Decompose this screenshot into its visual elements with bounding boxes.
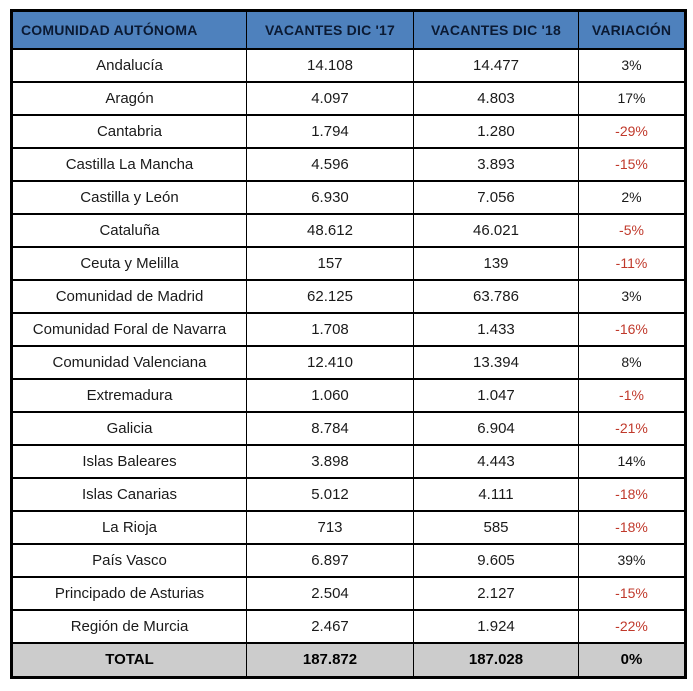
total-vacantes-dic17-cell: 187.872 xyxy=(247,643,414,678)
table-row xyxy=(12,412,686,445)
variacion-cell: -16% xyxy=(579,313,686,346)
table-row xyxy=(12,577,686,610)
vacantes-dic17-cell: 1.794 xyxy=(247,115,414,148)
vacantes-dic17-cell: 62.125 xyxy=(247,280,414,313)
column-header-vacantes-dic17: VACANTES DIC '17 xyxy=(247,11,414,49)
table-row xyxy=(12,445,686,478)
header-row xyxy=(12,11,686,49)
vacantes-dic18-cell: 63.786 xyxy=(414,280,579,313)
table-row xyxy=(12,346,686,379)
variacion-cell: -22% xyxy=(579,610,686,643)
table-row xyxy=(12,82,686,115)
variacion-cell: 14% xyxy=(579,445,686,478)
table-body xyxy=(12,49,686,643)
vacantes-dic18-cell: 6.904 xyxy=(414,412,579,445)
variacion-cell: -11% xyxy=(579,247,686,280)
vacantes-dic17-cell: 8.784 xyxy=(247,412,414,445)
variacion-cell: 2% xyxy=(579,181,686,214)
column-header-variacion: VARIACIÓN xyxy=(579,11,686,49)
region-cell: Castilla La Mancha xyxy=(12,148,247,181)
region-cell: Principado de Asturias xyxy=(12,577,247,610)
table-row xyxy=(12,247,686,280)
vacantes-dic17-cell: 48.612 xyxy=(247,214,414,247)
vacantes-dic18-cell: 4.443 xyxy=(414,445,579,478)
vacantes-dic18-cell: 4.803 xyxy=(414,82,579,115)
region-cell: Comunidad Foral de Navarra xyxy=(12,313,247,346)
table-row xyxy=(12,511,686,544)
vacantes-dic17-cell: 1.060 xyxy=(247,379,414,412)
region-cell: Islas Canarias xyxy=(12,478,247,511)
variacion-cell: -15% xyxy=(579,577,686,610)
table-footer xyxy=(12,643,686,678)
vacantes-dic18-cell: 2.127 xyxy=(414,577,579,610)
table-row xyxy=(12,280,686,313)
column-header-region: COMUNIDAD AUTÓNOMA xyxy=(12,11,247,49)
region-cell: Cataluña xyxy=(12,214,247,247)
vacantes-dic17-cell: 4.097 xyxy=(247,82,414,115)
vacantes-dic18-cell: 1.433 xyxy=(414,313,579,346)
vacantes-dic18-cell: 4.111 xyxy=(414,478,579,511)
table-row xyxy=(12,115,686,148)
region-cell: Extremadura xyxy=(12,379,247,412)
vacantes-dic17-cell: 14.108 xyxy=(247,49,414,82)
variacion-cell: -29% xyxy=(579,115,686,148)
variacion-cell: 8% xyxy=(579,346,686,379)
vacantes-dic17-cell: 4.596 xyxy=(247,148,414,181)
variacion-cell: -18% xyxy=(579,511,686,544)
vacantes-dic18-cell: 13.394 xyxy=(414,346,579,379)
region-cell: La Rioja xyxy=(12,511,247,544)
total-vacantes-dic18-cell: 187.028 xyxy=(414,643,579,678)
region-cell: Región de Murcia xyxy=(12,610,247,643)
vacantes-dic17-cell: 713 xyxy=(247,511,414,544)
variacion-cell: -15% xyxy=(579,148,686,181)
table-row xyxy=(12,379,686,412)
column-header-vacantes-dic18: VACANTES DIC '18 xyxy=(414,11,579,49)
region-cell: Galicia xyxy=(12,412,247,445)
variacion-cell: -1% xyxy=(579,379,686,412)
region-cell: Aragón xyxy=(12,82,247,115)
variacion-cell: -5% xyxy=(579,214,686,247)
vacantes-dic17-cell: 5.012 xyxy=(247,478,414,511)
vacantes-dic17-cell: 157 xyxy=(247,247,414,280)
region-cell: Comunidad de Madrid xyxy=(12,280,247,313)
vacantes-dic17-cell: 12.410 xyxy=(247,346,414,379)
vacantes-dic18-cell: 9.605 xyxy=(414,544,579,577)
vacantes-dic17-cell: 2.467 xyxy=(247,610,414,643)
variacion-cell: 39% xyxy=(579,544,686,577)
total-variacion-cell: 0% xyxy=(579,643,686,678)
table-header xyxy=(12,11,686,49)
variacion-cell: 3% xyxy=(579,49,686,82)
table-row xyxy=(12,610,686,643)
table-row xyxy=(12,214,686,247)
table-row xyxy=(12,313,686,346)
table-row xyxy=(12,478,686,511)
region-cell: Ceuta y Melilla xyxy=(12,247,247,280)
variacion-cell: -18% xyxy=(579,478,686,511)
variacion-cell: -21% xyxy=(579,412,686,445)
vacantes-dic18-cell: 1.924 xyxy=(414,610,579,643)
vacantes-dic18-cell: 7.056 xyxy=(414,181,579,214)
region-cell: País Vasco xyxy=(12,544,247,577)
vacantes-dic18-cell: 139 xyxy=(414,247,579,280)
table-row xyxy=(12,49,686,82)
vacantes-dic18-cell: 46.021 xyxy=(414,214,579,247)
vacantes-dic18-cell: 1.280 xyxy=(414,115,579,148)
region-cell: Castilla y León xyxy=(12,181,247,214)
vacancies-table xyxy=(10,9,687,679)
table-row xyxy=(12,181,686,214)
vacantes-dic18-cell: 3.893 xyxy=(414,148,579,181)
vacantes-dic17-cell: 6.930 xyxy=(247,181,414,214)
table-row xyxy=(12,148,686,181)
total-row xyxy=(12,643,686,678)
vacantes-dic18-cell: 585 xyxy=(414,511,579,544)
vacantes-dic17-cell: 6.897 xyxy=(247,544,414,577)
region-cell: Comunidad Valenciana xyxy=(12,346,247,379)
variacion-cell: 3% xyxy=(579,280,686,313)
vacantes-dic18-cell: 14.477 xyxy=(414,49,579,82)
total-label-cell: TOTAL xyxy=(12,643,247,678)
region-cell: Cantabria xyxy=(12,115,247,148)
region-cell: Islas Baleares xyxy=(12,445,247,478)
variacion-cell: 17% xyxy=(579,82,686,115)
table-row xyxy=(12,544,686,577)
vacantes-dic18-cell: 1.047 xyxy=(414,379,579,412)
vacantes-dic17-cell: 2.504 xyxy=(247,577,414,610)
vacantes-dic17-cell: 1.708 xyxy=(247,313,414,346)
vacantes-dic17-cell: 3.898 xyxy=(247,445,414,478)
region-cell: Andalucía xyxy=(12,49,247,82)
